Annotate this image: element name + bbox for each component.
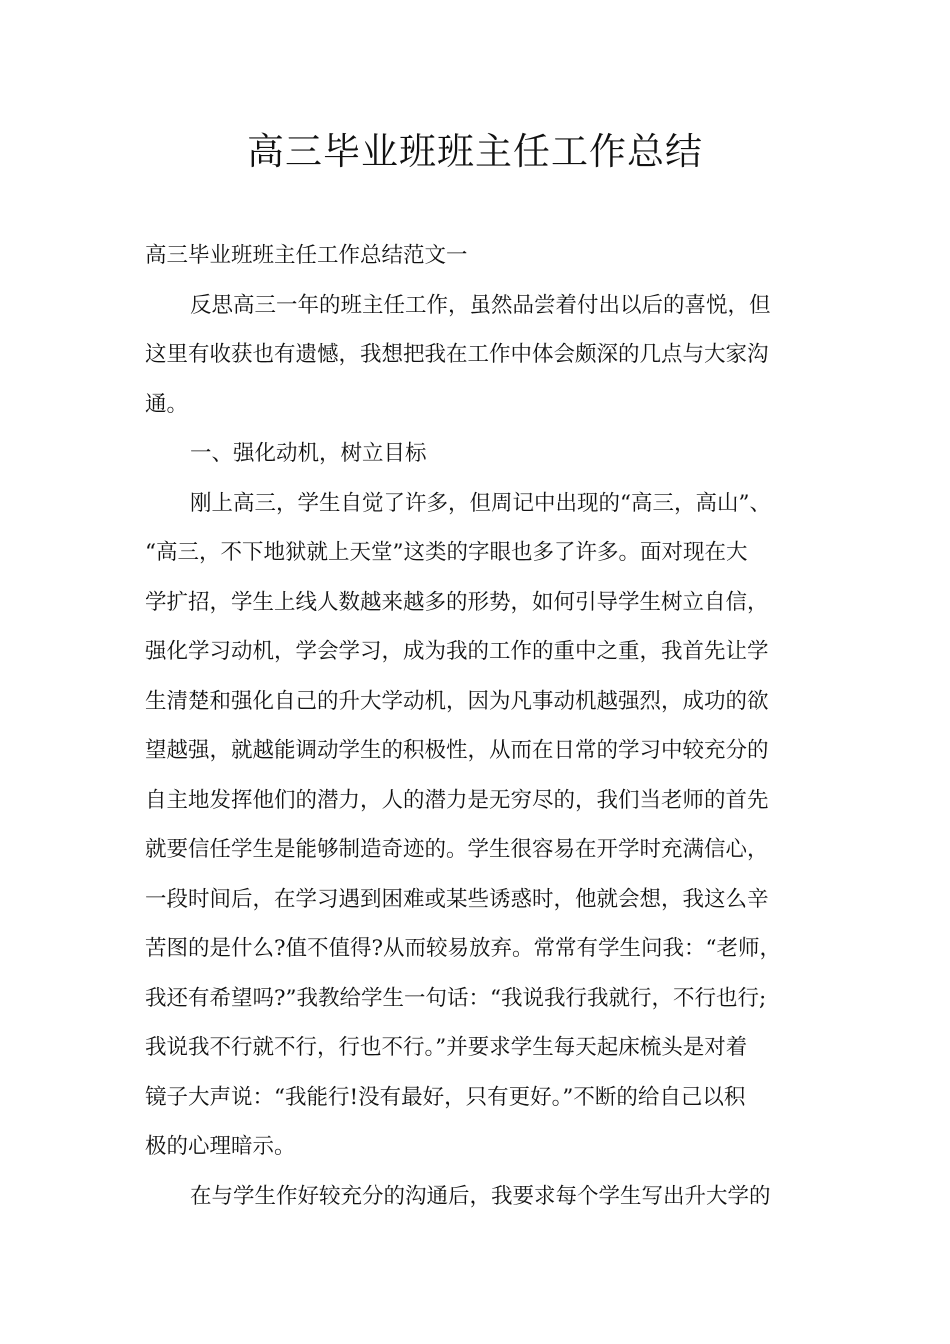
paragraph-line: 我还有希望吗?”我教给学生一句话：“我说我行我就行，不行也行; (145, 985, 767, 1011)
paragraph-line: 苦图的是什么?值不值得?从而较易放弃。常常有学生问我：“老师， (145, 936, 782, 961)
paragraph-line: 刚上高三，学生自觉了许多，但周记中出现的“高三，高山”、 (190, 490, 771, 516)
paragraph-line: 反思高三一年的班主任工作，虽然品尝着付出以后的喜悦，但 (190, 292, 771, 318)
paragraph-line: “高三，不下地狱就上天堂”这类的字眼也多了许多。面对现在大 (145, 540, 748, 565)
paragraph-line: 通。 (145, 391, 189, 417)
section-heading: 高三毕业班班主任工作总结范文一 (145, 243, 468, 268)
paragraph-line: 镜子大声说：“我能行!没有最好，只有更好。”不断的给自己以积 (145, 1084, 746, 1110)
subheading: 一、强化动机，树立目标 (190, 441, 427, 466)
paragraph-line: 望越强，就越能调动学生的积极性，从而在日常的学习中较充分的 (145, 738, 769, 763)
paragraph-line: 在与学生作好较充分的沟通后，我要求每个学生写出升大学的 (190, 1183, 771, 1209)
paragraph-line: 学扩招，学生上线人数越来越多的形势，如何引导学生树立自信， (145, 589, 769, 615)
paragraph-line: 我说我不行就不行，行也不行。”并要求学生每天起床梳头是对着 (145, 1035, 748, 1060)
document-title: 高三毕业班班主任工作总结 (247, 130, 703, 173)
paragraph-line: 一段时间后，在学习遇到困难或某些诱惑时，他就会想，我这么辛 (145, 886, 769, 912)
paragraph-line: 这里有收获也有遗憾，我想把我在工作中体会颇深的几点与大家沟 (145, 342, 769, 367)
document-body (145, 231, 810, 1221)
paragraph-line: 强化学习动机，学会学习，成为我的工作的重中之重，我首先让学 (145, 639, 769, 664)
paragraph-line: 就要信任学生是能够制造奇迹的。学生很容易在开学时充满信心， (145, 837, 769, 862)
paragraph-line: 极的心理暗示。 (145, 1134, 296, 1159)
paragraph-line: 自主地发挥他们的潜力，人的潜力是无穷尽的，我们当老师的首先 (145, 787, 769, 813)
paragraph-line: 生清楚和强化自己的升大学动机，因为凡事动机越强烈，成功的欲 (145, 688, 769, 714)
